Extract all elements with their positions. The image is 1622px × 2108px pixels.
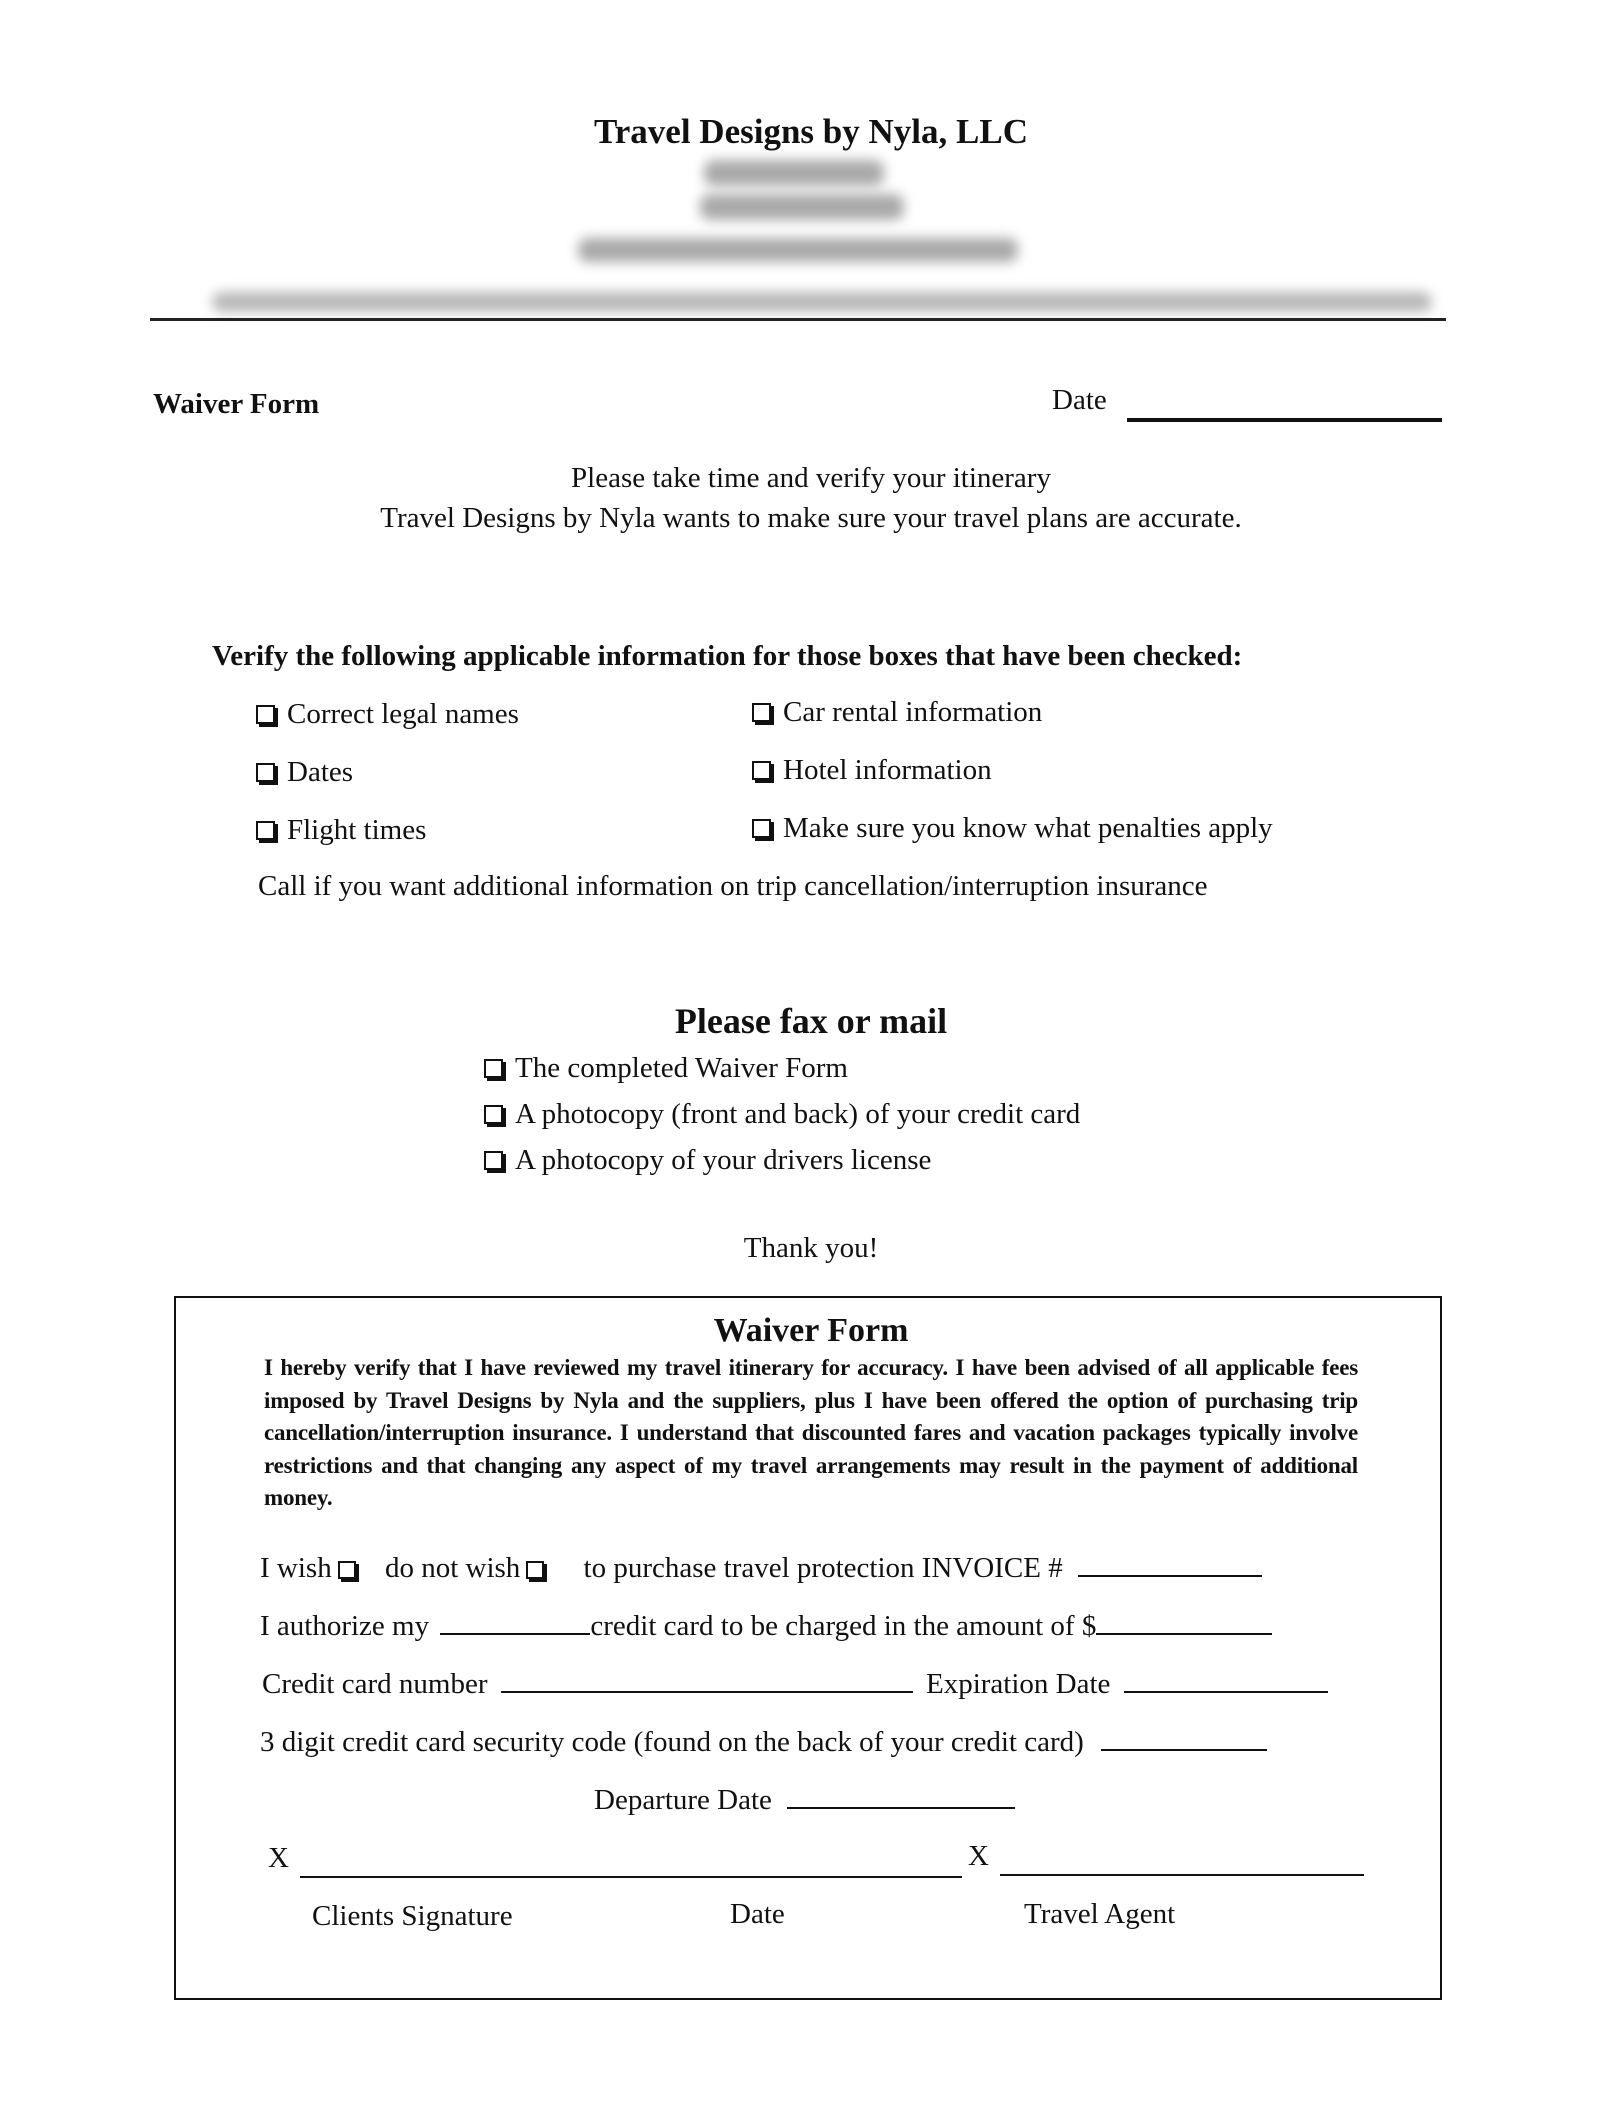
expiration-field[interactable] [1124,1691,1328,1693]
charged-label: credit card to be charged in the amount of $ [590,1610,1097,1642]
checkbox-label: A photocopy (front and back) of your credit card [515,1098,1081,1130]
departure-label: Departure Date [594,1784,772,1816]
checkbox-icon [256,821,275,840]
card-number-row [262,1668,1328,1701]
checkbox-label: Correct legal names [287,698,519,730]
intro-line-1: Please take time and verify your itinerary [571,462,1051,494]
company-name: Travel Designs by Nyla, LLC [594,112,1028,151]
checkbox-label: Hotel information [783,754,992,786]
checkbox-license-copy[interactable] [484,1144,931,1177]
client-signature-field[interactable] [300,1876,962,1878]
purchase-label: to purchase travel protection INVOICE # [583,1552,1063,1584]
checkbox-car-rental[interactable] [752,696,1042,729]
checkbox-icon [484,1059,503,1078]
checkbox-dates[interactable] [256,756,353,789]
checkbox-icon [484,1151,503,1170]
checkbox-label: Make sure you know what penalties apply [783,812,1273,844]
checkbox-icon [752,761,771,780]
checkbox-icon [752,819,771,838]
security-code-field[interactable] [1101,1749,1267,1751]
redacted-address [212,292,1432,312]
form-title: Waiver Form [153,388,320,420]
card-number-label: Credit card number [262,1668,488,1700]
authorize-row [260,1610,1272,1643]
checkbox-icon [256,763,275,782]
card-type-field[interactable] [440,1633,590,1635]
checkbox-label: The completed Waiver Form [515,1052,848,1084]
checkbox-label: Car rental information [783,696,1043,728]
checkbox-label: Dates [287,756,354,788]
date-label: Date [1052,384,1107,416]
redacted-contact-name [704,160,884,186]
fax-heading: Please fax or mail [674,1001,948,1041]
checkbox-label: Flight times [287,814,427,846]
checkbox-icon [752,703,771,722]
checkbox-penalties[interactable] [752,812,1273,845]
expiration-label: Expiration Date [925,1668,1111,1700]
invoice-field[interactable] [1078,1575,1262,1577]
thank-you: Thank you! [743,1232,879,1264]
checkbox-flight-times[interactable] [256,814,426,847]
travel-protection-row [260,1552,1262,1585]
security-code-row [260,1726,1267,1759]
departure-row [594,1784,1015,1817]
checkbox-credit-card-copy[interactable] [484,1098,1080,1131]
departure-date-field[interactable] [787,1807,1015,1809]
client-signature-label: Clients Signature [312,1900,513,1932]
verify-heading: Verify the following applicable information for those boxes that have been checked: [212,640,1243,672]
wish-label: I wish [260,1552,332,1584]
amount-field[interactable] [1096,1633,1272,1635]
card-number-field[interactable] [501,1691,913,1693]
authorize-label: I authorize my [260,1610,430,1642]
checkbox-label: A photocopy of your drivers license [515,1144,932,1176]
checkbox-correct-legal-names[interactable] [256,698,519,731]
checkbox-icon [256,705,275,724]
checkbox-completed-waiver[interactable] [484,1052,848,1085]
travel-agent-label: Travel Agent [1024,1898,1176,1930]
intro-line-2: Travel Designs by Nyla wants to make sure your travel plans are accurate. [380,502,1242,534]
security-code-label: 3 digit credit card security code (found on the back of your credit card) [260,1726,1084,1758]
redacted-email [578,238,1018,262]
client-x-mark: X [268,1842,289,1874]
header-divider [150,318,1446,321]
agent-x-mark: X [968,1840,989,1872]
wish-checkbox[interactable] [338,1561,356,1579]
do-not-wish-label: do not wish [384,1552,521,1584]
redacted-phone [700,194,904,220]
waiver-paragraph: I hereby verify that I have reviewed my travel itinerary for accuracy. I have been advised of all applicable fees imposed by Travel Designs by Nyla and the suppliers, plus I have been offered the option of purchasing trip cancellation/interruption insurance. I understand that discounted fares and vacation packages typically involve restrictions and that changing any aspect of my travel arrangements may result in the payment of additional money. [264,1355,1358,1510]
agent-signature-field[interactable] [1000,1874,1364,1876]
waiver-box-title: Waiver Form [713,1312,909,1349]
checkbox-icon [484,1105,503,1124]
signature-date-label: Date [730,1898,785,1930]
checkbox-hotel[interactable] [752,754,992,787]
do-not-wish-checkbox[interactable] [526,1561,544,1579]
insurance-note: Call if you want additional information on trip cancellation/interruption insurance [258,870,1208,902]
date-field[interactable] [1127,418,1442,422]
